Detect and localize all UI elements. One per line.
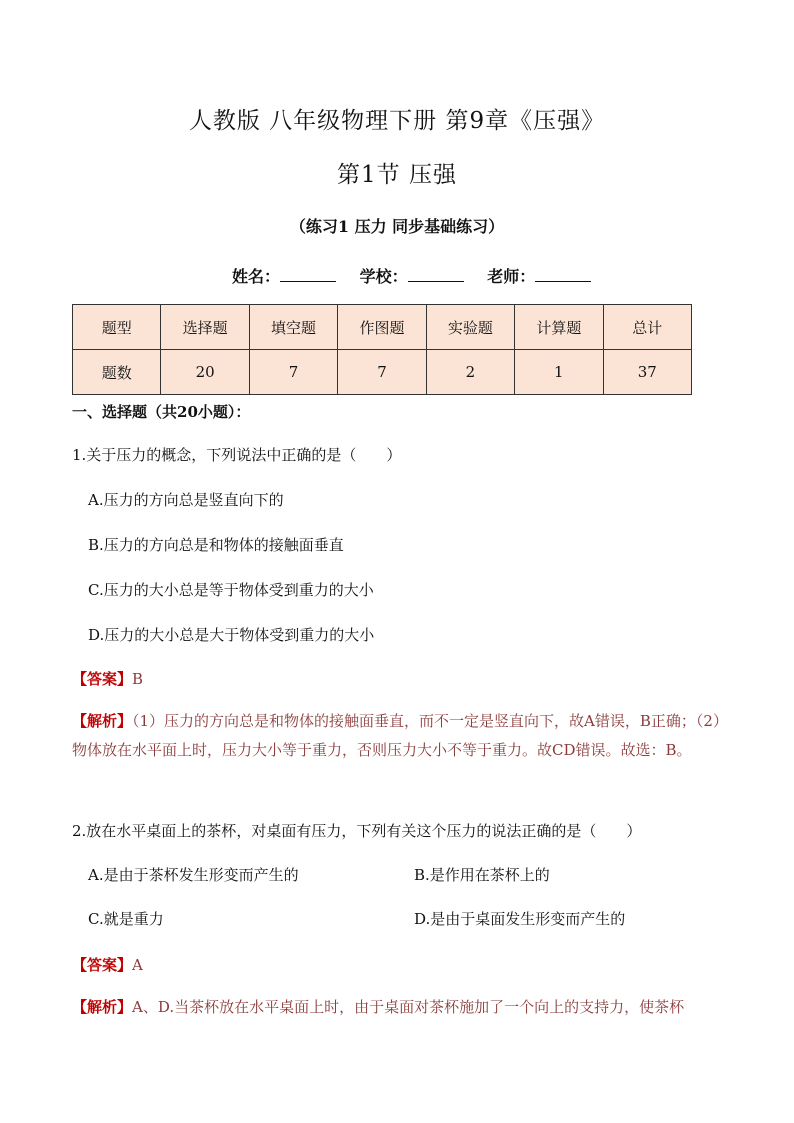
q2-option-a: A.是由于茶杯发生形变而产生的 (88, 866, 299, 884)
section-heading: 一、选择题（共20小题）： (72, 403, 251, 421)
q2-option-c: C.就是重力 (88, 910, 164, 928)
table-cell: 37 (603, 350, 691, 395)
table-cell: 题型 (73, 305, 161, 350)
answer-value: B (132, 670, 144, 688)
table-cell: 作图题 (338, 305, 426, 350)
analysis-tag: 【解析】 (72, 712, 133, 730)
school-blank (408, 267, 464, 282)
table-cell: 7 (338, 350, 426, 395)
table-cell: 1 (515, 350, 603, 395)
table-cell: 2 (426, 350, 514, 395)
q1-option-d: D.压力的大小总是大于物体受到重力的大小 (88, 626, 375, 644)
analysis-text: A、D.当茶杯放在水平桌面上时，由于桌面对茶杯施加了一个向上的支持力，使茶杯 (132, 998, 685, 1016)
q1-option-c: C.压力的大小总是等于物体受到重力的大小 (88, 581, 374, 599)
table-row (73, 305, 692, 350)
exercise-subtitle: （练习1 压力 同步基础练习） (289, 217, 505, 236)
school-label: 学校： (359, 267, 408, 286)
name-blank (280, 267, 336, 282)
teacher-label: 老师： (487, 267, 536, 286)
answer-tag: 【答案】 (72, 956, 133, 974)
student-info-line (232, 264, 591, 287)
table-cell: 计算题 (515, 305, 603, 350)
answer-tag: 【答案】 (72, 670, 133, 688)
teacher-blank (535, 267, 591, 282)
table-cell: 20 (161, 350, 249, 395)
table-cell: 总计 (603, 305, 691, 350)
q2-answer (72, 954, 143, 975)
q2-option-d: D.是由于桌面发生形变而产生的 (414, 910, 626, 928)
q2-option-b: B.是作用在茶杯上的 (414, 866, 550, 884)
q1-analysis (72, 707, 732, 765)
question-2-stem: 2.放在水平桌面上的茶杯，对桌面有压力，下列有关这个压力的说法正确的是（ ） (72, 822, 642, 840)
table-cell: 7 (249, 350, 337, 395)
table-cell: 实验题 (426, 305, 514, 350)
question-1-stem: 1.关于压力的概念，下列说法中正确的是（ ） (72, 446, 402, 464)
table-cell: 填空题 (249, 305, 337, 350)
q1-option-b: B.压力的方向总是和物体的接触面垂直 (88, 536, 344, 554)
table-cell: 题数 (73, 350, 161, 395)
analysis-tag: 【解析】 (72, 998, 133, 1016)
question-stats-table (72, 304, 692, 395)
q1-option-a: A.压力的方向总是竖直向下的 (88, 491, 284, 509)
table-cell: 选择题 (161, 305, 249, 350)
q2-analysis (72, 993, 732, 1022)
table-row (73, 350, 692, 395)
analysis-text: （1）压力的方向总是和物体的接触面垂直，而不一定是竖直向下，故A错误，B正确；（2）物体放在水平面上时，压力大小等于重力，否则压力大小不等于重力。故CD错误。故选：B。 (72, 712, 728, 759)
document-title: 人教版 八年级物理下册 第9章《压强》 (188, 108, 606, 134)
answer-value: A (132, 956, 143, 974)
name-label: 姓名： (232, 267, 281, 286)
q1-answer (72, 668, 143, 689)
section-title: 第1节 压强 (337, 162, 457, 188)
